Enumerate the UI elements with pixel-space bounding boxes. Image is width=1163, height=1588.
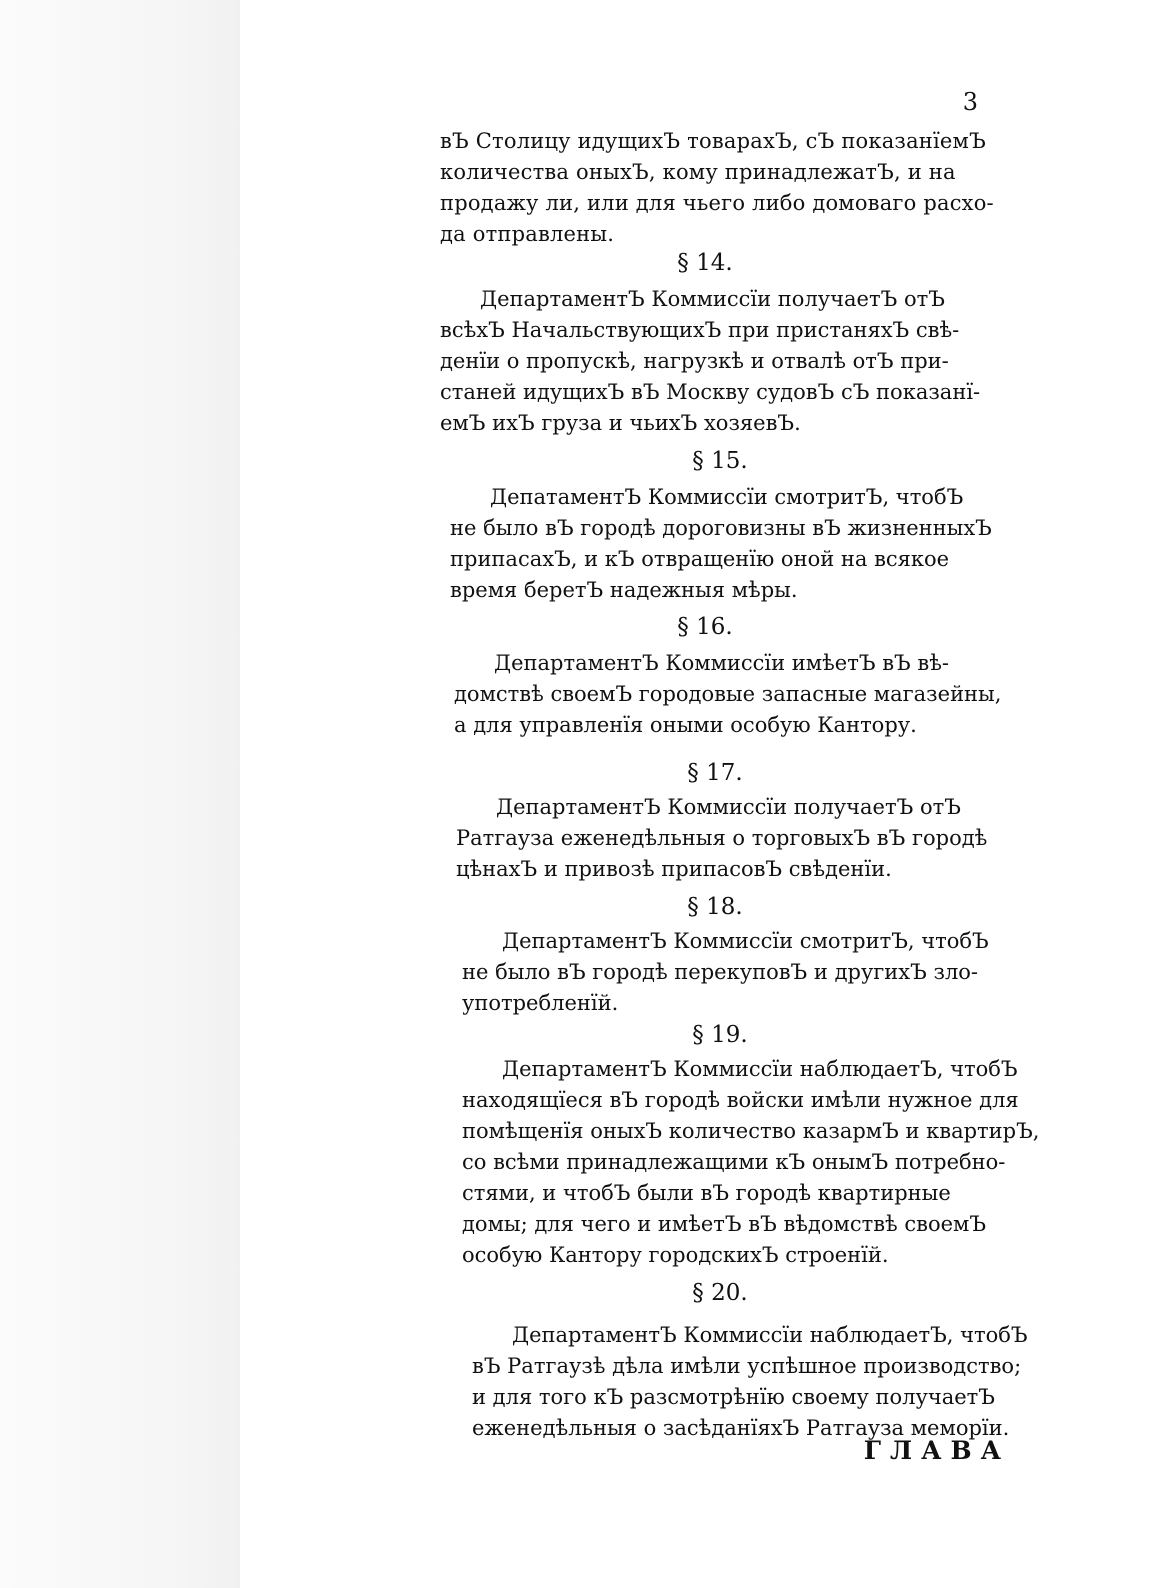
section-mark-20: § 20. [692,1280,748,1306]
text-line: не было вЪ городѣ дороговизны вЪ жизненныхЪ [450,516,992,540]
intro-paragraph [440,126,994,250]
text-line: ДепартаментЪ Коммиссїи смотритЪ, чтобЪ [502,929,989,953]
section-mark-17: § 17. [687,760,743,786]
text-line: ДепатаментЪ Коммиссїи смотритЪ, чтобЪ [490,485,964,509]
text-line: денїи о пропускѣ, нагрузкѣ и отвалѣ отЪ при- [440,349,949,373]
page-number: 3 [962,88,978,116]
section-19-paragraph [462,1054,1040,1271]
text-line: припасахЪ, и кЪ отвращенїю оной на всякое [450,547,950,571]
text-line: особую Кантору городскихЪ строенїй. [462,1243,889,1267]
text-line: емЪ ихЪ груза и чьихЪ хозяевЪ. [440,411,801,435]
text-line: цѣнахЪ и привозѣ припасовЪ свѣденїи. [456,857,892,881]
section-17-paragraph [456,792,986,885]
section-18-paragraph [462,926,992,1019]
text-line: со всѣми принадлежащими кЪ онымЪ потребно- [462,1150,1006,1174]
text-line: ДепартаментЪ Коммиссїи наблюдаетЪ, чтобЪ [502,1057,1018,1081]
text-line: ДепартаментЪ Коммиссїи получаетЪ отЪ [496,795,961,819]
text-line: ДепартаментЪ Коммиссїи получаетЪ отЪ [480,287,945,311]
text-line: количества оныхЪ, кому принадлежатЪ, и на [440,160,956,184]
text-line: стями, и чтобЪ были вЪ городѣ квартирные [462,1181,951,1205]
text-line: продажу ли, или для чьего либо домоваго расхо- [440,191,994,215]
text-line: ДепартаментЪ Коммиссїи имѣетЪ вЪ вѣ- [494,651,949,675]
scan-margin-shadow [0,0,240,1588]
text-line: вЪ Ратгаузѣ дѣла имѣли успѣшное производство; [472,1354,1022,1378]
book-page [420,88,1040,1528]
section-16-paragraph [454,648,1002,741]
text-line: да отправлены. [440,222,615,246]
text-line: и для того кЪ разсмотрѣнїю своему получаетЪ [472,1385,995,1409]
section-mark-16: § 16. [677,614,733,640]
section-20-paragraph [472,1320,1028,1444]
text-line: время беретЪ надежныя мѣры. [450,578,798,602]
section-mark-18: § 18. [687,894,743,920]
text-line: ДепартаментЪ Коммиссїи наблюдаетЪ, чтобЪ [512,1323,1028,1347]
text-line: домы; для чего и имѣетЪ вЪ вѣдомствѣ своемЪ [462,1212,987,1236]
catchword: ГЛАВА [863,1436,1010,1465]
text-line: всѣхЪ НачальствующихЪ при пристаняхЪ свѣ- [440,318,960,342]
text-line: вЪ Столицу идущихЪ товарахЪ, сЪ показанїемЪ [440,129,986,153]
text-line: домствѣ своемЪ городовые запасные магазейны, [454,682,1002,706]
text-line: помѣщенїя оныхЪ количество казармЪ и квартирЪ, [462,1119,1040,1143]
section-15-paragraph [450,482,992,606]
text-line: не было вЪ городѣ перекуповЪ и другихЪ зло- [462,960,979,984]
text-line: еженедѣльныя о засѣданїяхЪ Ратгауза меморїи. [472,1416,1010,1440]
section-14-paragraph [440,284,981,439]
section-mark-19: § 19. [692,1022,748,1048]
section-mark-15: § 15. [692,448,748,474]
text-line: находящїеся вЪ городѣ войски имѣли нужное для [462,1088,1019,1112]
text-line: употребленїй. [462,991,619,1015]
text-line: Ратгауза еженедѣльныя о торговыхЪ вЪ городѣ [456,826,988,850]
text-line: а для управленїя оными особую Кантору. [454,713,917,737]
section-mark-14: § 14. [677,250,733,276]
text-line: станей идущихЪ вЪ Москву судовЪ сЪ показанї- [440,380,981,404]
